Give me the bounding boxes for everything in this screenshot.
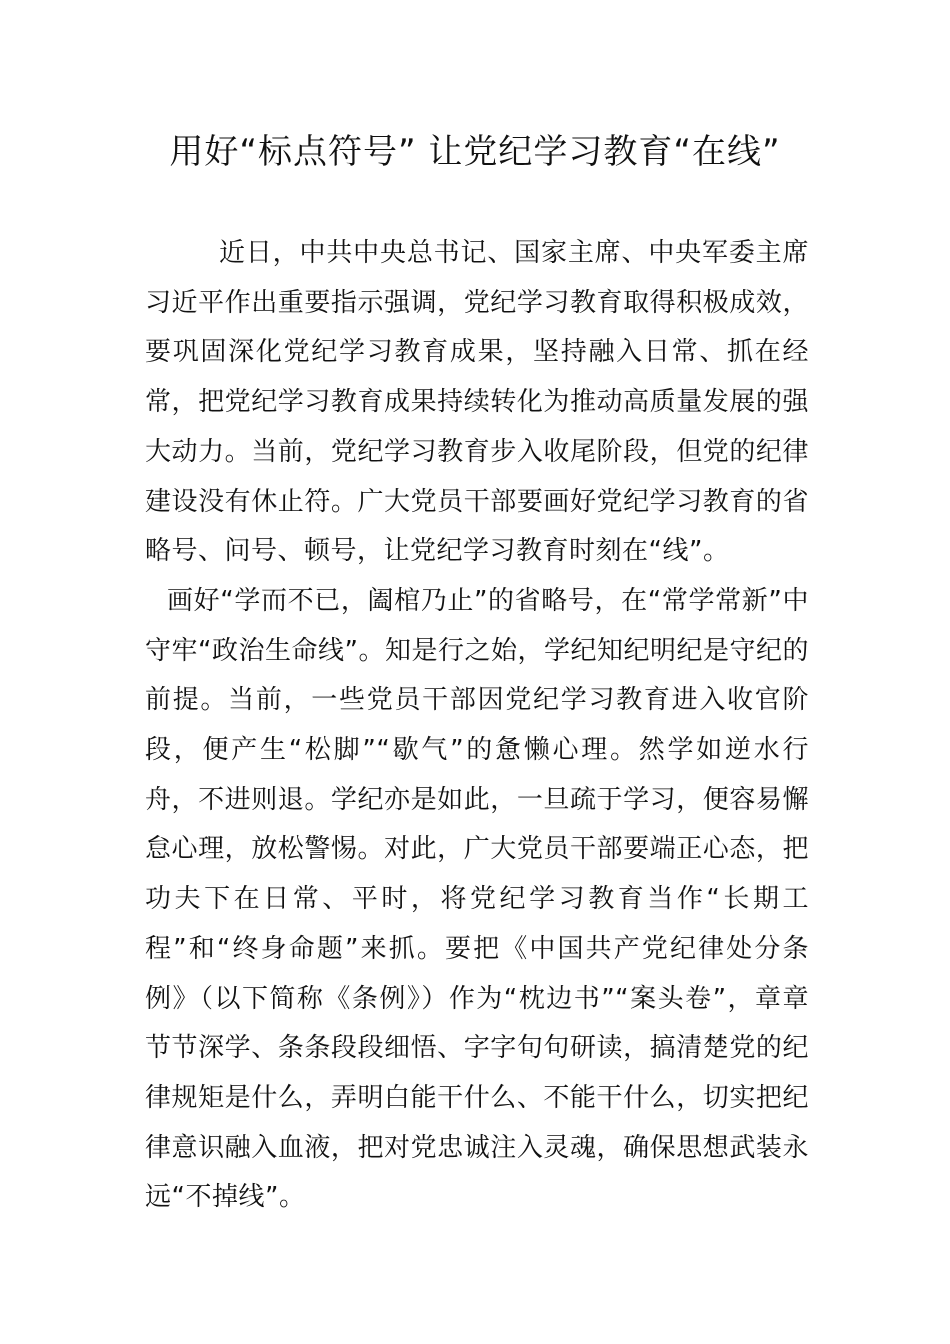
paragraph-intro: 近日，中共中央总书记、国家主席、中央军委主席习近平作出重要指示强调，党纪学习教育取得积极成效，要巩固深化党纪学习教育成果，坚持融入日常、抓在经常，把党纪学习教育成果持续转化为推动高质量发展的强大动力。当前，党纪学习教育步入收尾阶段，但党的纪律建设没有休止符。广大党员干部要画好党纪学习教育的省略号、问号、顿号，让党纪学习教育时刻在“线”。 bbox=[145, 238, 809, 567]
paragraph-ellipsis-section: 画好“学而不已，阖棺乃止”的省略号，在“常学常新”中守牢“政治生命线”。知是行之始，学纪知纪明纪是守纪的前提。当前，一些党员干部因党纪学习教育进入收官阶段，便产生“松脚”“歇气”的惫懒心理。然学如逆水行舟，不进则退。学纪亦是如此，一旦疏于学习，便容易懈怠心理，放松警惕。对此，广大党员干部要端正心态，把功夫下在日常、平时，将党纪学习教育当作“长期工程”和“终身命题”来抓。要把《中国共产党纪律处分条例》（以下简称《条例》）作为“枕边书”“案头卷”，章章节节深学、条条段段细悟、字字句句研读，搞清楚党的纪律规矩是什么，弄明白能干什么、不能干什么，切实把纪律意识融入血液，把对党忠诚注入灵魂，确保思想武装永远“不掉线”。 bbox=[145, 585, 809, 1213]
document-title: 用好“标点符号” 让党纪学习教育“在线” bbox=[169, 132, 781, 172]
document-body bbox=[145, 229, 809, 1223]
